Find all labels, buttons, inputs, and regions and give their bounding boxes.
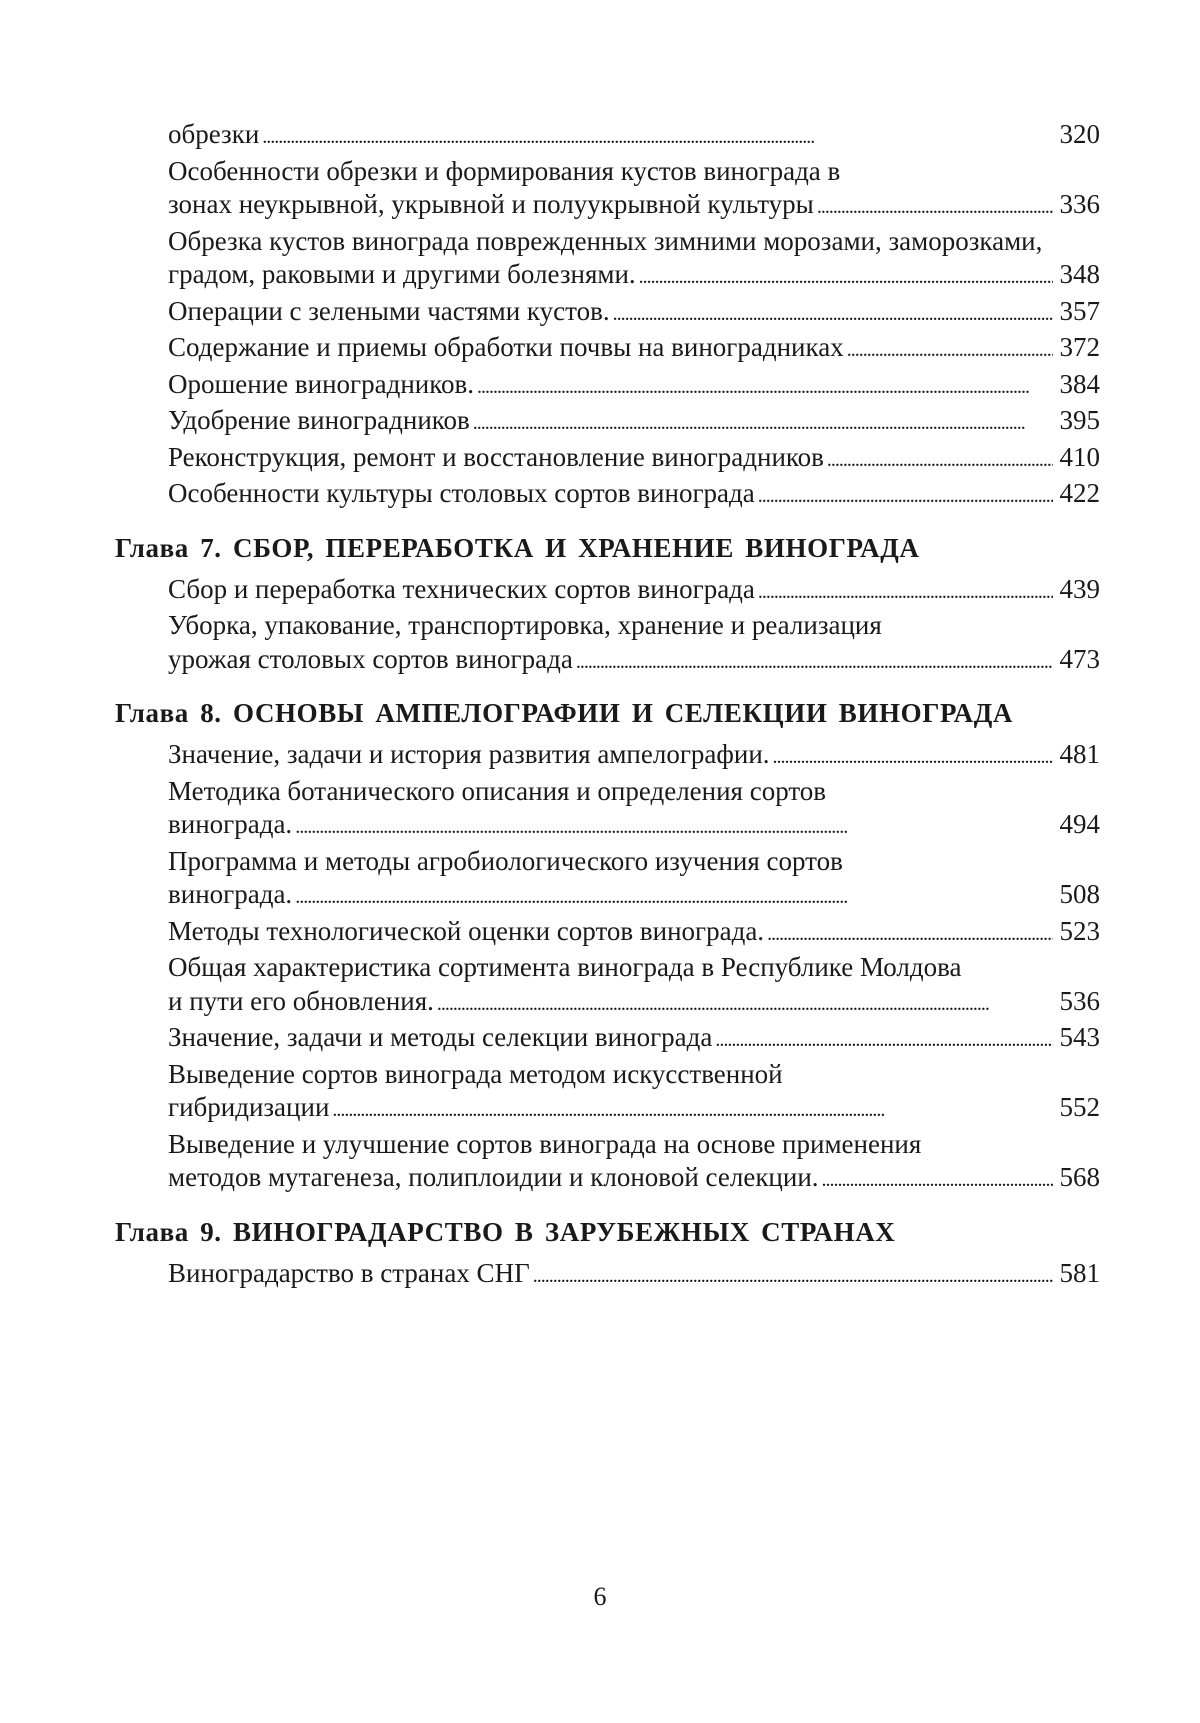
dot-leader — [758, 477, 1053, 514]
entry-final-line — [168, 188, 1100, 225]
dot-leader — [295, 878, 1053, 915]
chapter-heading: Глава 8. ОСНОВЫ АМПЕЛОГРАФИИ И СЕЛЕКЦИИ ВИНОГРАДА — [115, 698, 1013, 728]
dot-leader — [332, 1091, 1053, 1128]
toc-entry — [168, 738, 1100, 775]
entry-title-line: винограда. — [168, 809, 293, 839]
entry-page-number: 552 — [1059, 1092, 1100, 1122]
toc-entry — [168, 1058, 1100, 1128]
toc-entry — [168, 573, 1100, 610]
entry-title-line: и пути его обновления. — [168, 985, 434, 1016]
entry-page-number: 523 — [1059, 915, 1100, 946]
dot-leader — [767, 915, 1053, 952]
entry-page-number: 384 — [1059, 368, 1100, 399]
entry-title-line: градом, раковыми и другими болезнями. — [168, 259, 636, 289]
entry-page-number: 439 — [1059, 573, 1100, 604]
toc-entry — [168, 477, 1100, 514]
dot-leader — [533, 1257, 1053, 1294]
entry-title-line: Удобрение виноградников — [168, 405, 470, 435]
entry-page-number: 494 — [1059, 809, 1100, 839]
toc-section — [115, 1216, 1100, 1294]
toc-entry — [168, 951, 1100, 1021]
entry-page-number: 395 — [1059, 405, 1100, 435]
entry-final-line — [168, 118, 1100, 155]
entry-final-line — [168, 878, 1100, 915]
entry-title-line: Содержание и приемы обработки почвы на виноградниках — [168, 332, 844, 362]
entry-final-line — [168, 1021, 1100, 1058]
toc-entry — [168, 915, 1100, 952]
dot-leader — [477, 368, 1053, 405]
entry-title-line: Методы технологической оценки сортов винограда. — [168, 915, 765, 946]
toc-entry — [168, 441, 1100, 478]
chapter-heading: Глава 7. СБОР, ПЕРЕРАБОТКА И ХРАНЕНИЕ ВИНОГРАДА — [115, 532, 920, 563]
dot-leader — [773, 738, 1053, 775]
entry-title-line: Методика ботанического описания и определения сортов — [168, 775, 827, 806]
entry-title-line: гибридизации — [168, 1092, 330, 1122]
entry-page-number: 581 — [1059, 1257, 1100, 1288]
entry-page-number: 372 — [1059, 332, 1100, 362]
entry-page-number: 473 — [1059, 643, 1100, 674]
toc-entry — [168, 295, 1100, 332]
entry-page-number: 536 — [1059, 985, 1100, 1016]
entry-final-line — [168, 643, 1100, 680]
toc-entry — [168, 845, 1100, 915]
dot-leader — [758, 573, 1053, 610]
entry-final-line — [168, 441, 1100, 478]
table-of-contents — [115, 118, 1100, 1293]
entry-title-line: Реконструкция, ремонт и восстановление виноградников — [168, 441, 824, 472]
entry-page-number: 508 — [1059, 879, 1100, 909]
entry-title-line: Значение, задачи и история развития ампелографии. — [168, 739, 770, 769]
entry-title-line: Орошение виноградников. — [168, 368, 474, 399]
dot-leader — [847, 331, 1053, 368]
entry-page-number: 422 — [1059, 478, 1100, 508]
chapter-heading: Глава 9. ВИНОГРАДАРСТВО В ЗАРУБЕЖНЫХ СТРАНАХ — [115, 1216, 896, 1247]
entry-title-line: Выведение сортов винограда методом искусственной — [168, 1058, 783, 1089]
entry-title-line: Операции с зелеными частями кустов. — [168, 295, 610, 326]
toc-entry — [168, 331, 1100, 368]
entry-title-line: зонах неукрывной, укрывной и полуукрывной культуры — [168, 189, 814, 219]
entry-page-number: 336 — [1059, 189, 1100, 219]
dot-leader — [817, 188, 1053, 225]
entry-page-number: 410 — [1059, 441, 1100, 472]
toc-section — [115, 697, 1100, 1198]
toc-entry — [168, 609, 1100, 679]
dot-leader — [295, 808, 1053, 845]
entry-final-line — [168, 1257, 1100, 1294]
entry-title-line: Особенности обрезки и формирования кустов винограда в — [168, 155, 841, 186]
entry-final-line — [168, 258, 1100, 295]
entry-final-line — [168, 808, 1100, 845]
dot-leader — [639, 258, 1053, 295]
entry-page-number: 481 — [1059, 739, 1100, 769]
toc-entry — [168, 368, 1100, 405]
toc-entry — [168, 1021, 1100, 1058]
entry-page-number: 543 — [1059, 1022, 1100, 1052]
entry-page-number: 320 — [1059, 119, 1100, 149]
page-number: 6 — [593, 1582, 607, 1611]
entry-title-line: Значение, задачи и методы селекции винограда — [168, 1022, 713, 1052]
entry-final-line — [168, 915, 1100, 952]
dot-leader — [437, 985, 1053, 1022]
toc-entry — [168, 1128, 1100, 1198]
entry-page-number: 357 — [1059, 295, 1100, 326]
toc-section — [115, 532, 1100, 680]
toc-entry — [168, 404, 1100, 441]
dot-leader — [613, 295, 1053, 332]
entry-title-line: Виноградарство в странах СНГ — [168, 1257, 530, 1288]
entry-final-line — [168, 1161, 1100, 1198]
entry-title-line: Уборка, упакование, транспортировка, хранение и реализация — [168, 610, 882, 640]
dot-leader — [576, 643, 1053, 680]
entry-title-line: Выведение и улучшение сортов винограда на основе применения — [168, 1128, 922, 1159]
toc-section — [115, 118, 1100, 514]
entry-final-line — [168, 738, 1100, 775]
entry-final-line — [168, 404, 1100, 441]
entry-page-number: 348 — [1059, 259, 1100, 289]
entry-final-line — [168, 477, 1100, 514]
entry-title-line: Программа и методы агробиологического изучения сортов — [168, 845, 843, 876]
entry-final-line — [168, 985, 1100, 1022]
entry-title-line: Общая характеристика сортимента винограда в Республике Молдова — [168, 952, 962, 982]
entry-title-line: методов мутагенеза, полиплоидии и клоновой селекции. — [168, 1162, 819, 1192]
toc-entry — [168, 155, 1100, 225]
entry-title-line: урожая столовых сортов винограда — [168, 643, 573, 674]
entry-final-line — [168, 331, 1100, 368]
entry-title-line: Особенности культуры столовых сортов винограда — [168, 478, 755, 508]
entry-final-line — [168, 295, 1100, 332]
entry-final-line — [168, 368, 1100, 405]
toc-entry — [168, 1257, 1100, 1294]
entry-final-line — [168, 573, 1100, 610]
dot-leader — [827, 441, 1053, 478]
toc-entry — [168, 225, 1100, 295]
dot-leader — [473, 404, 1053, 441]
entry-title-line: Обрезка кустов винограда поврежденных зимними морозами, заморозками, — [168, 225, 1043, 256]
dot-leader — [822, 1161, 1053, 1198]
entry-title-line: винограда. — [168, 879, 293, 909]
dot-leader — [262, 118, 1053, 155]
entry-title-line: обрезки — [168, 119, 260, 149]
toc-entry — [168, 775, 1100, 845]
entry-title-line: Сбор и переработка технических сортов винограда — [168, 573, 755, 604]
entry-page-number: 568 — [1059, 1162, 1100, 1192]
toc-entry — [168, 118, 1100, 155]
entry-final-line — [168, 1091, 1100, 1128]
dot-leader — [715, 1021, 1053, 1058]
